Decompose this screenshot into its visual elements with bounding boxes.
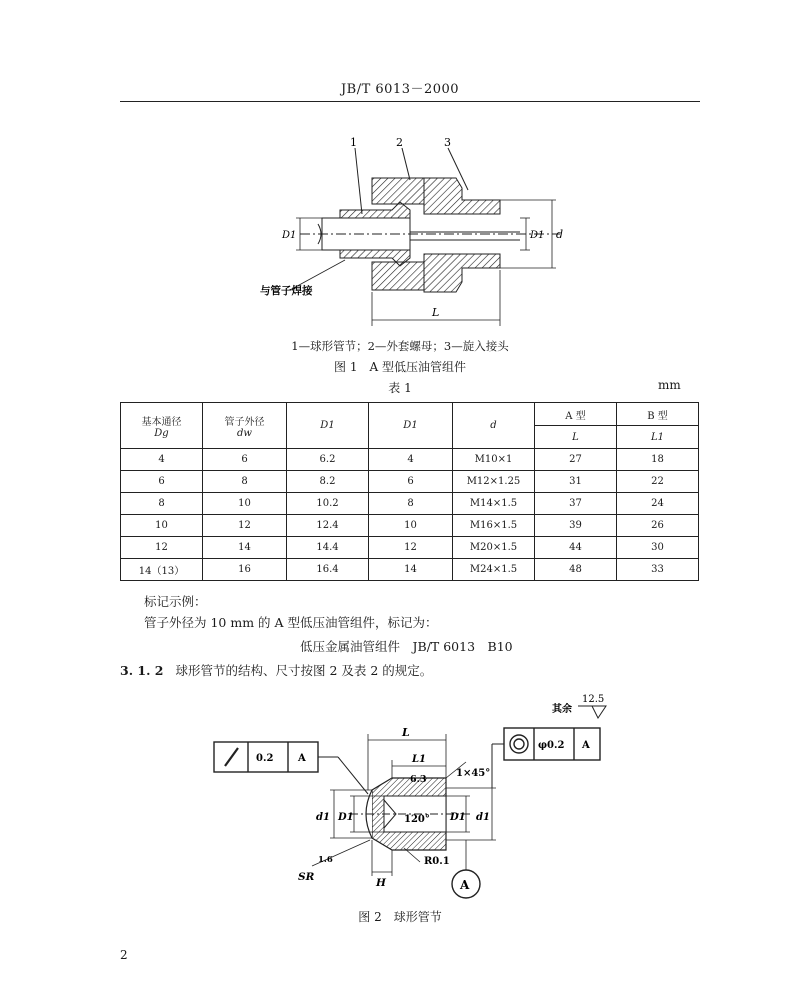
table-cell: 8 [369,493,453,515]
table-cell: 24 [617,493,699,515]
table-1-title: 表 1 [388,381,412,395]
section-number: 3. 1. 2 [120,663,164,678]
figure-1-drawing [0,0,800,370]
table-cell: 48 [535,559,617,581]
fig1-label-3: 3 [444,136,451,149]
table-cell: 22 [617,471,699,493]
table-cell: 16 [203,559,287,581]
header-d: d [453,403,535,449]
table-cell: M20×1.5 [453,537,535,559]
table-cell: 16.4 [287,559,369,581]
table-cell: 31 [535,471,617,493]
table-cell: 18 [617,449,699,471]
header-basic-bore: 基本通径 Dg [121,403,203,449]
fig1-dim-d: d [556,228,564,241]
table-cell: 10 [121,515,203,537]
fig2-dim-L1: L1 [412,754,426,765]
table-cell: 6 [121,471,203,493]
tol-left-value: 0.2 [256,753,274,764]
table-cell: 30 [617,537,699,559]
fig1-label-2: 2 [396,136,403,149]
fig2-dim-H: H [376,877,386,889]
table-cell: 39 [535,515,617,537]
fig2-dim-d1-left: d1 [316,812,330,823]
table-cell: 14.4 [287,537,369,559]
table-cell: 14 [369,559,453,581]
fig1-label-1: 1 [350,136,357,149]
table-cell: 8 [203,471,287,493]
header-type-b: B 型 [617,403,699,426]
figure-1-legend: 1—球形管节；2—外套螺母；3—旋入接头 [291,339,509,353]
table-cell: M16×1.5 [453,515,535,537]
table-row [121,537,699,559]
table-cell: M14×1.5 [453,493,535,515]
fig2-dim-D1-left: D1 [338,812,354,823]
table-1-unit: mm [658,378,681,392]
table-cell: 10 [369,515,453,537]
table-row [121,449,699,471]
table-cell: 6.2 [287,449,369,471]
table-cell: 4 [369,449,453,471]
table-row [121,559,699,581]
table-cell: M24×1.5 [453,559,535,581]
table-row [121,493,699,515]
fig2-roughness: 6.3 [410,774,427,785]
fig2-dim-L: L [402,726,410,739]
header-type-b-L1: L1 [617,426,699,449]
table-cell: 6 [203,449,287,471]
roughness-value: 12.5 [582,694,605,705]
table-cell: 4 [121,449,203,471]
table-row [121,515,699,537]
section-3-1-2 [120,661,432,679]
table-cell: 27 [535,449,617,471]
fig2-dim-D1-right: D1 [450,812,466,823]
section-text: 球形管节的结构、尺寸按图 2 及表 2 的规定。 [175,663,433,678]
header-type-a: A 型 [535,403,617,426]
table-cell: 33 [617,559,699,581]
table-row [121,471,699,493]
table-cell: 37 [535,493,617,515]
example-text: 管子外径为 10 mm 的 A 型低压油管组件，标记为： [144,615,438,630]
table-cell: 10.2 [287,493,369,515]
fig2-R01: R0.1 [424,856,450,867]
fig1-weld-note: 与管子焊接 [260,285,313,297]
table-cell: 14 [203,537,287,559]
fig2-datum-A: A [460,878,470,892]
fig2-roughness-1-6: 1.6 [318,855,333,865]
fig2-chamfer: 1×45° [456,768,491,779]
document-header: JB/T 6013－2000 [340,82,460,97]
table-cell: 12.4 [287,515,369,537]
table-cell: 26 [617,515,699,537]
table-1 [120,402,699,581]
example-label: 标记示例： [144,594,207,609]
table-cell: 10 [203,493,287,515]
figure-2-drawing [0,690,800,910]
header-pipe-od: 管子外径 dw [203,403,287,449]
figure-2-caption: 图 2 球形管节 [358,910,442,924]
roughness-note: 其余 [552,704,572,715]
header-D1-b: D1 [369,403,453,449]
fig1-dim-L: L [432,306,440,319]
table-cell: M12×1.25 [453,471,535,493]
table-cell: 8.2 [287,471,369,493]
tol-right-value: φ0.2 [538,740,565,751]
tol-left-datum: A [298,753,306,764]
fig2-angle: 120° [404,814,430,825]
table-cell: 14（13） [121,559,203,581]
table-cell: 44 [535,537,617,559]
table-cell: M10×1 [453,449,535,471]
figure-1-caption: 图 1 A 型低压油管组件 [334,360,466,374]
page-number: 2 [120,948,128,962]
table-cell: 12 [203,515,287,537]
fig2-SR: SR [298,871,315,883]
table-cell: 12 [369,537,453,559]
fig2-dim-d1-right: d1 [476,812,490,823]
table-cell: 8 [121,493,203,515]
fig1-dim-D1-left: D1 [282,230,297,241]
example-marking: 低压金属油管组件 JB/T 6013 B10 [300,639,513,654]
header-type-a-L: L [535,426,617,449]
header-D1-a: D1 [287,403,369,449]
table-cell: 6 [369,471,453,493]
tol-right-datum: A [582,740,590,751]
table-cell: 12 [121,537,203,559]
fig1-dim-D1-right: D1 [530,230,545,241]
